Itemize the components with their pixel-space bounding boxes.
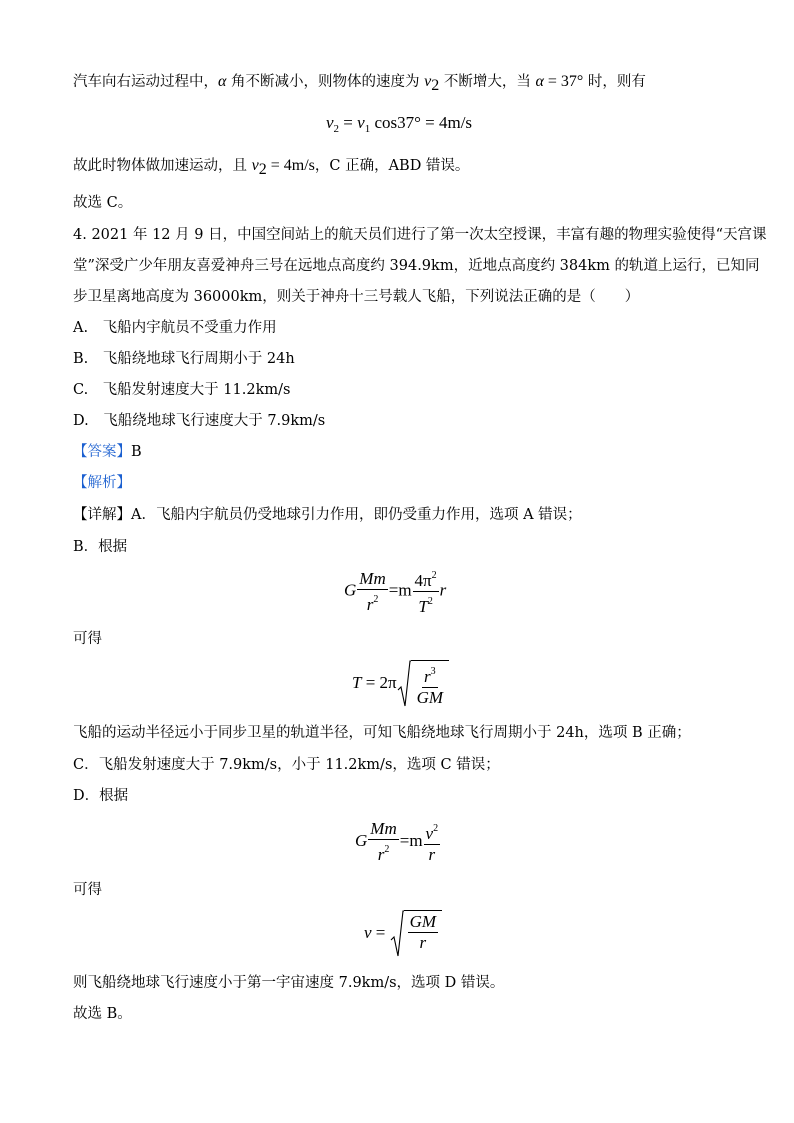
alpha-symbol: α bbox=[218, 73, 227, 90]
kede-1: 可得 bbox=[73, 631, 102, 647]
v-symbol: v bbox=[357, 113, 365, 132]
option-c: C. 飞船发射速度大于 11.2km/s bbox=[73, 382, 291, 398]
subscript: 2 bbox=[431, 77, 440, 94]
denominator: r bbox=[366, 594, 374, 614]
subscript: 2 bbox=[333, 123, 340, 135]
equation-gravity-velocity bbox=[355, 820, 441, 864]
equals-m: =m bbox=[399, 830, 423, 850]
question-4-line-2: 堂”深受广少年朋友喜爱神舟三号在远地点高度约 394.9km，近地点高度约 384km 的轨道上运行，已知同 bbox=[73, 258, 760, 274]
sqrt-GM-r bbox=[390, 910, 442, 958]
question-4-line-3: 步卫星离地高度为 36000km，则关于神舟十三号载人飞船，下列说法正确的是（ ） bbox=[73, 289, 640, 305]
superscript: 2 bbox=[373, 593, 379, 605]
b-conclusion: 飞船的运动半径远小于同步卫星的轨道半径，可知飞船绕地球飞行周期小于 24h，选项 B 正确； bbox=[73, 725, 691, 741]
numerator: v bbox=[425, 824, 434, 843]
equals: = bbox=[339, 113, 358, 132]
detail-text: A．飞船内宇航员仍受地球引力作用，即仍受重力作用，选项 A 错误； bbox=[131, 507, 582, 523]
answer-tag: 【答案】 bbox=[73, 444, 131, 460]
equals: = bbox=[371, 922, 390, 942]
analysis-tag: 【解析】 bbox=[73, 475, 131, 491]
text-segment: ，C 正确，ABD 错误。 bbox=[314, 158, 470, 174]
choose-b: 故选 B。 bbox=[73, 1006, 132, 1022]
denominator: GM bbox=[416, 688, 444, 707]
G-symbol: G bbox=[344, 580, 357, 600]
velocity-value: = 4m/s bbox=[266, 157, 315, 174]
subscript: 1 bbox=[364, 123, 371, 135]
velocity-symbol: v bbox=[424, 73, 432, 90]
G-symbol: G bbox=[355, 830, 368, 850]
r-symbol: r bbox=[439, 580, 447, 600]
b-basis: B．根据 bbox=[73, 539, 128, 555]
detail-tag: 【详解】 bbox=[73, 507, 131, 523]
kede-2: 可得 bbox=[73, 882, 102, 898]
v-symbol: v bbox=[364, 922, 372, 942]
fraction-v2-r bbox=[424, 820, 441, 864]
radical-sign-icon bbox=[397, 660, 411, 708]
numerator: Mm bbox=[359, 568, 386, 588]
fraction-Mm-r2 bbox=[368, 820, 398, 864]
analysis-line bbox=[73, 473, 131, 493]
denominator: r bbox=[377, 845, 385, 864]
superscript: 2 bbox=[427, 596, 433, 607]
angle-value: = 37° bbox=[543, 73, 584, 90]
numerator: GM bbox=[409, 912, 437, 931]
option-d: D. 飞船绕地球飞行速度大于 7.9km/s bbox=[73, 413, 326, 429]
question-4-line-1: 4. 2021 年 12 月 9 日，中国空间站上的航天员们进行了第一次太空授课，丰富有趣的物理实验使得“天宫课 bbox=[73, 227, 767, 243]
answer-value: B bbox=[131, 444, 142, 460]
equation-v2-cos37 bbox=[326, 113, 472, 135]
superscript: 3 bbox=[430, 666, 436, 677]
text-segment: 汽车向右运动过程中， bbox=[73, 74, 218, 90]
subscript: 2 bbox=[258, 161, 267, 178]
option-a: A. 飞船内宇航员不受重力作用 bbox=[73, 320, 277, 336]
numerator: r bbox=[424, 667, 431, 686]
superscript: 2 bbox=[433, 823, 439, 834]
superscript: 2 bbox=[384, 844, 390, 855]
T-symbol: T bbox=[352, 672, 362, 692]
numerator: Mm bbox=[370, 819, 397, 838]
numerator: 4π bbox=[414, 571, 432, 590]
equals-m: =m bbox=[388, 580, 412, 600]
radical-sign-icon bbox=[390, 910, 404, 958]
text-segment: 角不断减小，则物体的速度为 bbox=[226, 74, 425, 90]
denominator: r bbox=[428, 845, 436, 864]
d-basis: D．根据 bbox=[73, 788, 129, 804]
c-analysis: C．飞船发射速度大于 7.9km/s，小于 11.2km/s，选项 C 错误； bbox=[73, 757, 500, 773]
option-b: B. 飞船绕地球飞行周期小于 24h bbox=[73, 351, 295, 367]
text-segment: 故此时物体做加速运动，且 bbox=[73, 158, 252, 174]
detail-line bbox=[73, 505, 582, 525]
equals-2pi: = 2π bbox=[361, 672, 397, 692]
answer-line bbox=[73, 442, 142, 462]
d-conclusion: 则飞船绕地球飞行速度小于第一宇宙速度 7.9km/s，选项 D 错误。 bbox=[73, 975, 505, 991]
superscript: 2 bbox=[431, 570, 437, 581]
equation-period-T bbox=[352, 660, 449, 708]
fraction-Mm-r2 bbox=[357, 570, 387, 614]
v-symbol: v bbox=[326, 113, 334, 132]
equation-velocity-v bbox=[364, 910, 442, 958]
equation-gravity-period bbox=[344, 567, 446, 616]
text-segment: 不断增大，当 bbox=[439, 74, 536, 90]
paragraph-acceleration bbox=[73, 156, 469, 180]
equation-rest: cos37° = 4m/s bbox=[370, 113, 473, 132]
denominator: T bbox=[418, 597, 428, 616]
denominator: r bbox=[419, 933, 427, 952]
fraction-4pi2-T2 bbox=[413, 567, 439, 616]
paragraph-car-motion bbox=[73, 72, 646, 96]
velocity-symbol: v bbox=[251, 157, 259, 174]
choose-c: 故选 C。 bbox=[73, 195, 133, 211]
text-segment: 时，则有 bbox=[583, 74, 646, 90]
alpha-symbol: α bbox=[535, 73, 544, 90]
sqrt-r3-GM bbox=[397, 660, 449, 708]
